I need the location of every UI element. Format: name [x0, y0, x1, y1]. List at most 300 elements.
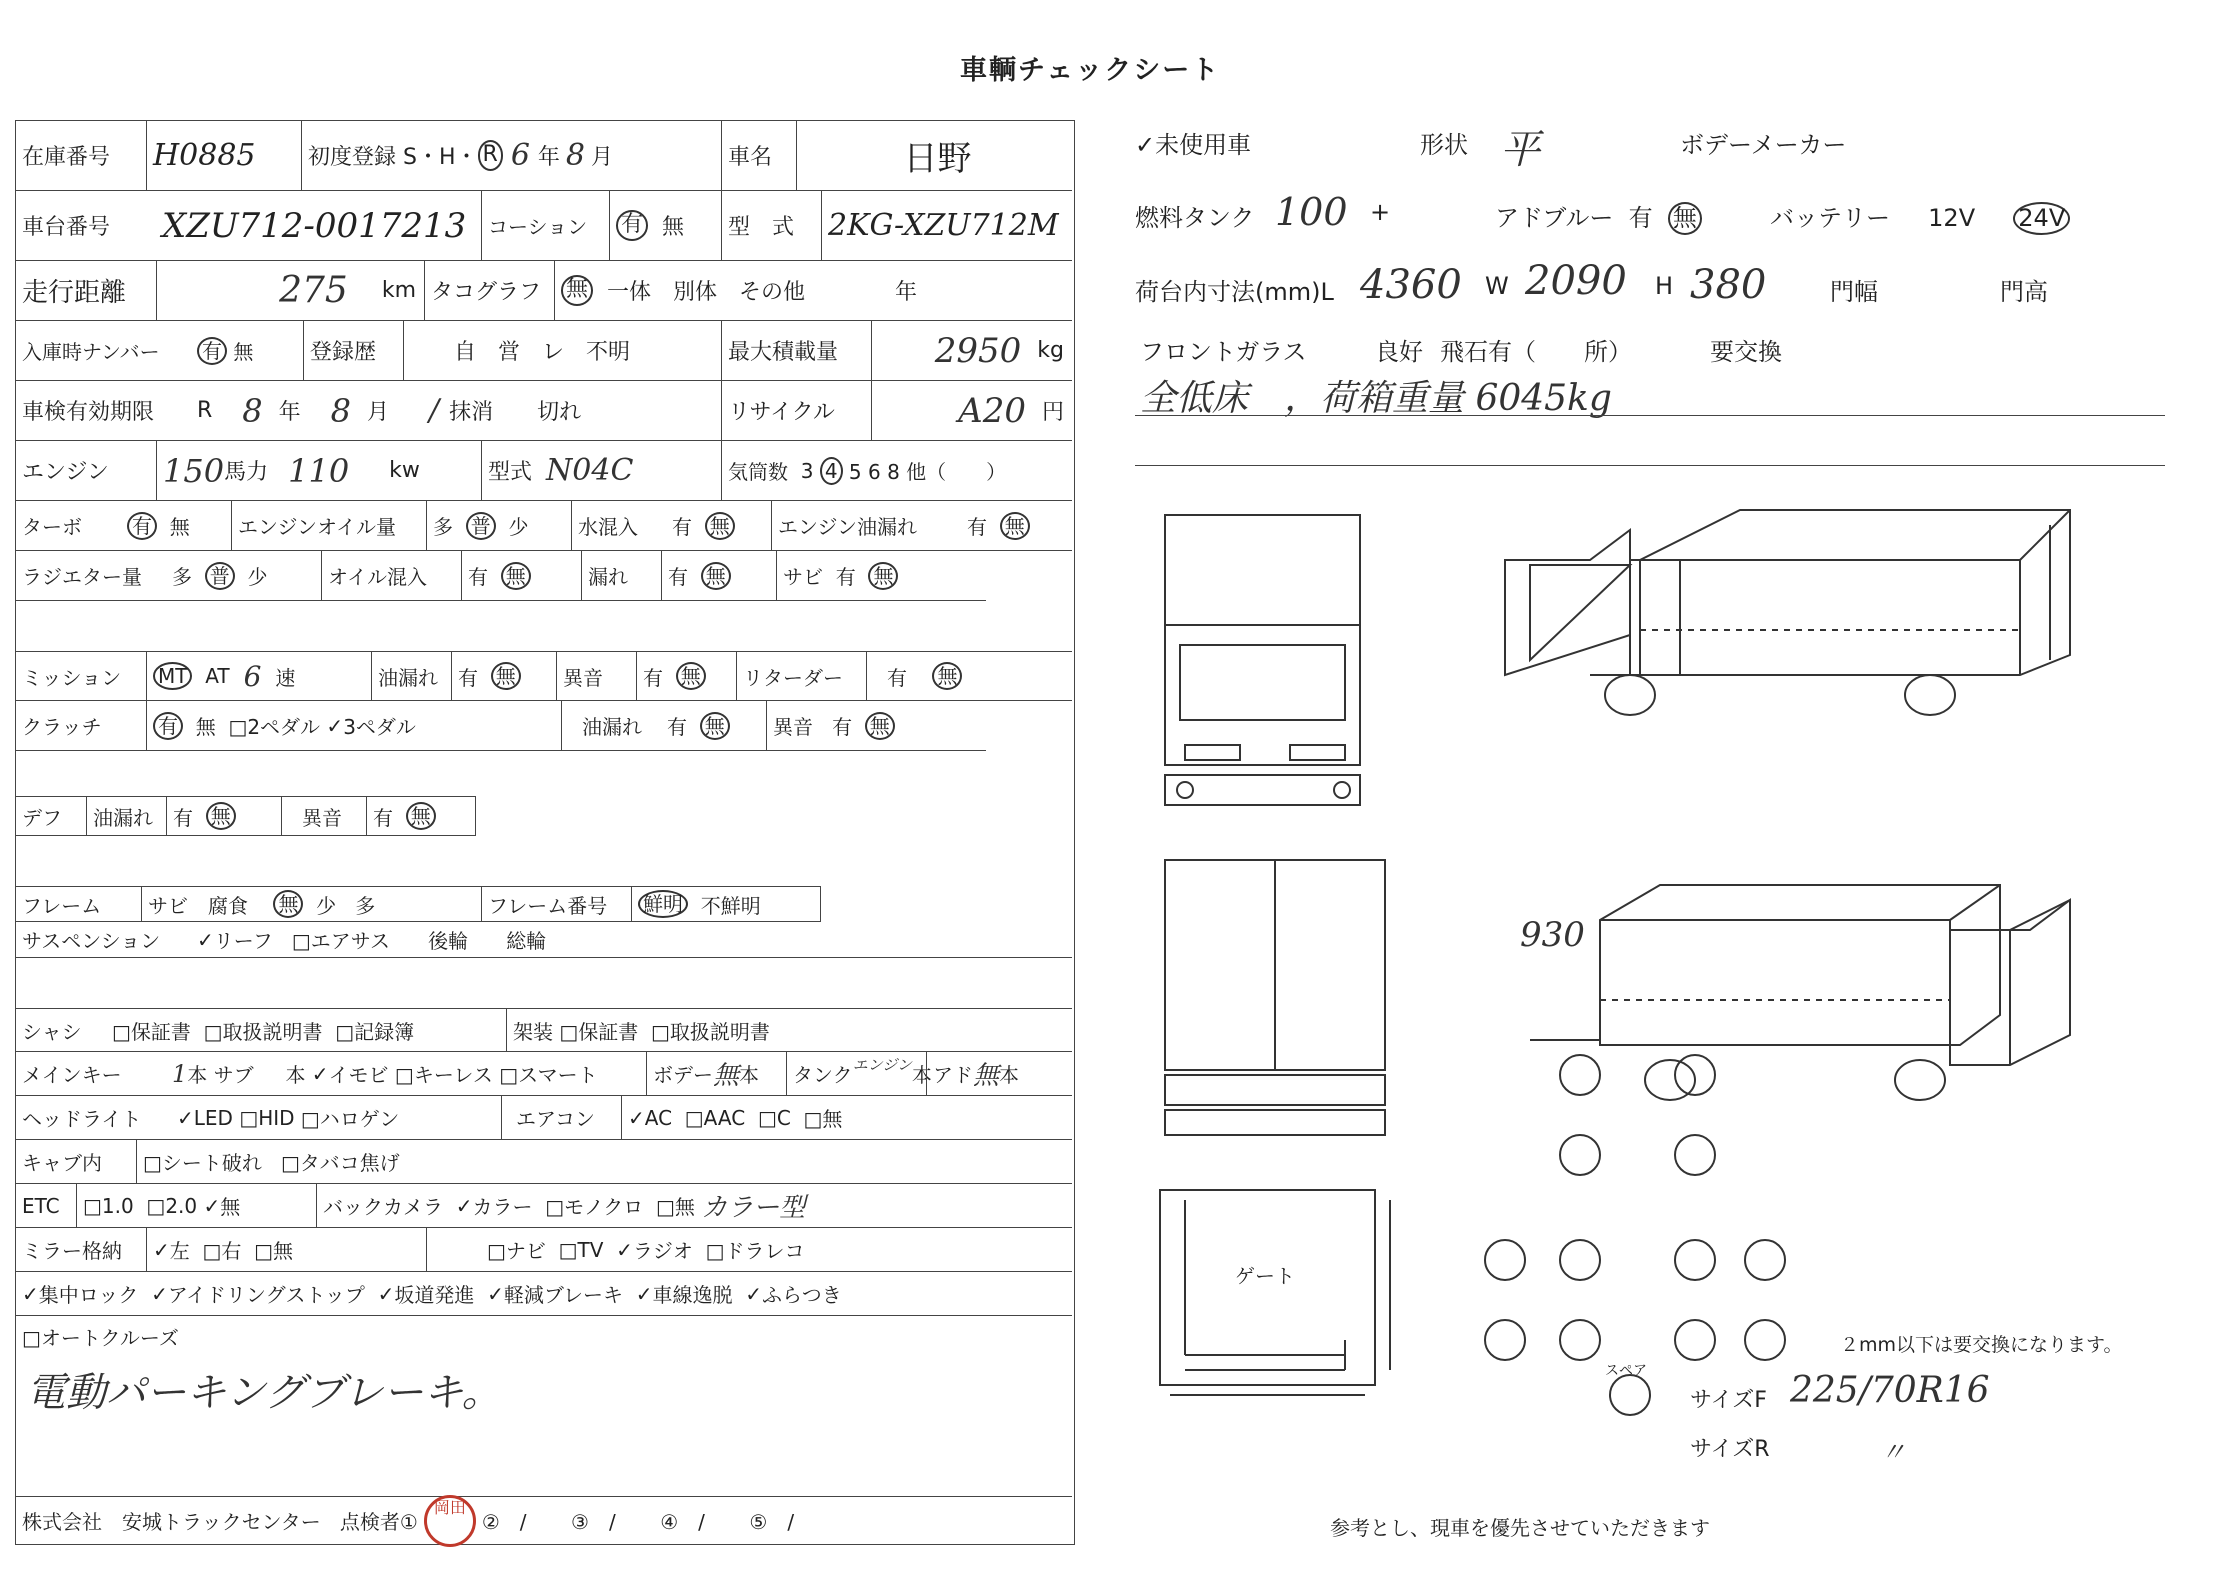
backcam-color: カラー	[472, 1195, 533, 1219]
name-value: 日野	[796, 121, 1072, 190]
aircon-label: エアコン	[501, 1096, 621, 1139]
headlight-halogen: □ハロゲン	[300, 1107, 400, 1131]
size-r-label: サイズR	[1690, 1437, 1770, 1462]
etc-options: □1.0 □2.0 ✓ 無	[76, 1184, 316, 1227]
oil-normal: 普	[466, 512, 496, 540]
mission-noise-no: 無	[676, 662, 706, 690]
page-title: 車輌チェックシート	[960, 55, 1221, 86]
spare-tire	[1610, 1375, 1650, 1415]
footer-content	[16, 1497, 1072, 1544]
inspect-month-unit: 月	[367, 400, 390, 425]
backcam-none: □無	[656, 1195, 695, 1219]
turbo-label: ターボ	[22, 515, 82, 539]
plate-options	[191, 321, 303, 380]
rust-no: 無	[868, 562, 898, 590]
coating-options	[609, 191, 721, 260]
diff-noise-yes: 有	[373, 805, 393, 830]
truck-diagram	[1150, 500, 2150, 1420]
side-view-truck-1	[1505, 510, 2070, 715]
audio-navi: □ナビ	[487, 1239, 546, 1263]
row-frame	[16, 886, 821, 922]
mileage-field	[156, 261, 424, 320]
row-docs	[16, 1008, 1072, 1052]
etc-label: ETC	[22, 1193, 60, 1218]
mission-mt: MT	[153, 662, 192, 690]
etc-2: □2.0	[146, 1193, 198, 1218]
row-chassis	[16, 191, 1072, 261]
body-key-hon: 本	[739, 1063, 760, 1087]
height-value: 930	[1520, 915, 1585, 955]
oilmix-no: 無	[501, 562, 531, 590]
turbo-yes: 有	[127, 512, 157, 540]
row-diff	[16, 796, 476, 836]
inspector-stamp: 岡田	[424, 1495, 476, 1547]
rust-field	[776, 551, 986, 600]
radiator-options	[166, 551, 321, 600]
plate-no: 無	[233, 340, 254, 364]
inspect-mark: /	[429, 393, 440, 428]
mission-leak-yes: 有	[458, 665, 478, 690]
docs-body	[506, 1009, 1072, 1051]
tank-key-note: エンジン	[852, 1056, 912, 1074]
ad-key-none: 無	[973, 1061, 1000, 1091]
ad-key	[926, 1052, 1072, 1095]
mission-options	[146, 652, 371, 700]
battery-12v: 12V	[1928, 204, 1976, 232]
oilmix-options	[461, 551, 581, 600]
docs-chassis-options	[106, 1009, 506, 1051]
etc-none: 無	[220, 1195, 241, 1219]
diff-noise-options	[366, 797, 476, 835]
clutch-no: 無	[195, 715, 216, 739]
row-inspection	[16, 381, 1072, 441]
check-form	[15, 120, 1075, 1545]
tire-note: ２mm以下は要交換になります。	[1840, 1334, 2123, 1356]
ad-key-label: アド	[933, 1063, 973, 1087]
cylinder-field	[721, 441, 1072, 500]
reference-note: 参考とし、現車を優先させていただきます	[1330, 1516, 1710, 1540]
body-maker-label: ボデーメーカー	[1680, 131, 1847, 159]
audio-drarec: □ドラレコ	[705, 1239, 805, 1263]
gate-width-label: 門幅	[1830, 278, 1878, 306]
docs-chassis-label: シャシ	[22, 1019, 82, 1044]
headlight-options: ✓ LED □HID □ハロゲン	[171, 1096, 501, 1139]
rad-many: 多	[172, 565, 192, 589]
engine-type-label: 型式	[488, 460, 533, 485]
year-unit: 年	[537, 145, 560, 170]
battery-label: バッテリー	[1770, 204, 1890, 232]
feat-brake-assist: 軽減ブレーキ	[503, 1283, 624, 1307]
chassis-value: XZU712-0017213	[162, 205, 467, 246]
row-cruise	[16, 1316, 1072, 1356]
body-key	[646, 1052, 786, 1095]
key-smart: □スマート	[499, 1063, 598, 1087]
clutch-pedal2: □2ペダル	[228, 715, 321, 739]
recycle-label: リサイクル	[721, 381, 871, 440]
engine-type-value: N04C	[546, 453, 634, 488]
cyl-opt-3: 3	[800, 458, 814, 483]
oilmix-yes: 有	[468, 565, 488, 589]
inspector-3: ③ /	[571, 1510, 616, 1534]
tank-key-hon: 本	[911, 1063, 932, 1087]
recycle-value: A20	[958, 390, 1026, 431]
rad-normal: 普	[205, 562, 235, 590]
clutch-pedal3: 3ペダル	[343, 715, 416, 739]
inspector-2: ② /	[481, 1510, 527, 1534]
body-note: 全低床 ，荷箱重量 6045kg	[1140, 378, 1612, 419]
key-options: 1 本 サブ 本 ✓ イモビ □キーレス □スマート	[172, 1059, 598, 1088]
tacho-none: 無	[561, 275, 593, 305]
mirror-right: □右	[202, 1239, 242, 1263]
susp-all: 総輪	[506, 929, 547, 953]
diff-yes: 有	[173, 805, 193, 830]
tank-key	[786, 1052, 932, 1095]
frame-no-label: フレーム番号	[481, 887, 631, 921]
adblue-no: 無	[1668, 202, 1702, 235]
yen-unit: 円	[1041, 400, 1064, 425]
chassis-label: 車台番号	[22, 215, 111, 240]
cab-tobacco: □タバコ焦げ	[280, 1151, 400, 1175]
clutch-options: 有 無 □2ペダル ✓ 3ペダル	[146, 701, 561, 750]
month-unit: 月	[591, 145, 614, 170]
frame-none: 無	[273, 890, 303, 918]
adblue-yes: 有	[1628, 204, 1653, 232]
coating-label: コーション	[481, 191, 609, 260]
engine-hp: 150	[163, 451, 225, 490]
mission-noise: 異音	[556, 652, 636, 700]
row-stock	[16, 121, 1072, 191]
note-line-1	[1135, 415, 2165, 416]
mission-at: AT	[205, 664, 230, 688]
etc-1: □1.0	[83, 1193, 134, 1218]
kw-unit: kw	[389, 458, 420, 483]
glass-label: フロントガラス	[1140, 338, 1307, 366]
retarder-no: 無	[932, 662, 962, 690]
mission-speed: 速	[275, 665, 296, 690]
tank-key-label: タンク	[793, 1063, 853, 1087]
name-label: 車名	[721, 121, 796, 190]
clutch-oilleak: 油漏れ	[561, 701, 661, 750]
inspector-4: ④ /	[660, 1510, 705, 1534]
backcam-mono: □モノクロ	[545, 1195, 644, 1219]
leak2-no: 無	[701, 562, 731, 590]
glass-good: 良好	[1375, 338, 1423, 366]
bed-length: 4360	[1360, 262, 1462, 308]
headlight-led: LED	[193, 1105, 233, 1130]
leak-no: 無	[1000, 512, 1030, 540]
row-suspension	[16, 922, 1072, 958]
cab-seat: □シート破れ	[143, 1151, 262, 1175]
maxload-field	[871, 321, 1072, 380]
row-radiator	[16, 551, 986, 601]
feat-central-lock: 集中ロック	[38, 1283, 139, 1307]
turbo-options	[121, 501, 231, 550]
battery-24v: 24V	[2013, 202, 2070, 235]
feat-lane-departure: 車線逸脱	[652, 1283, 733, 1307]
clutch-leak-no: 無	[700, 712, 730, 740]
mission-noise-options	[636, 652, 736, 700]
ad-key-hon: 本	[999, 1063, 1020, 1087]
frame-no-options	[631, 887, 821, 921]
hp-unit: 馬力	[224, 460, 269, 485]
mission-oilleak: 油漏れ	[371, 652, 451, 700]
frame-many: 多	[355, 893, 376, 918]
gate-label: ゲート	[1235, 1264, 1295, 1288]
gate-diagram	[1160, 1190, 1390, 1395]
radiator-label: ラジエター量	[22, 565, 142, 589]
fuel-label: 燃料タンク	[1135, 204, 1255, 232]
clutch-noise-label: 異音	[773, 715, 813, 739]
aircon-options: ✓ AC □AAC □C □無	[621, 1096, 1072, 1139]
oil-leak-label: エンジン油漏れ	[771, 501, 961, 550]
cruise-option: □オートクルーズ	[22, 1325, 179, 1350]
plate-label: 入庫時ナンバー	[22, 340, 160, 364]
row-clutch	[16, 701, 986, 751]
row-etc	[16, 1184, 1072, 1228]
leak2-yes: 有	[668, 565, 688, 589]
mileage-label: 走行距離	[22, 278, 127, 308]
mission-label: ミッション	[22, 665, 122, 690]
row-keys	[16, 1052, 1072, 1096]
reg-hist-label: 登録歴	[303, 321, 403, 380]
susp-rear: 後輪	[428, 929, 469, 953]
frame-unclear: 不鮮明	[700, 893, 761, 918]
frame-options	[141, 887, 481, 921]
docs-body-label: 架装	[513, 1019, 553, 1044]
inspect-year-unit: 年	[278, 400, 301, 425]
aircon-aac: □AAC	[684, 1105, 746, 1130]
susp-air: □エアサス	[291, 929, 390, 953]
retarder-yes: 有	[887, 665, 907, 690]
audio-options: □ナビ □TV ✓ ラジオ □ドラレコ	[426, 1228, 1072, 1271]
oil-few: 少	[508, 515, 529, 539]
front-view-windshield	[1165, 515, 1360, 625]
frame-rust: サビ 腐食	[148, 893, 248, 918]
glass-replace: 要交換	[1710, 338, 1782, 366]
clutch-noise	[766, 701, 986, 750]
inspect-month: 8	[330, 391, 352, 430]
cyl-selected: 4	[820, 457, 843, 485]
first-registration	[301, 121, 721, 190]
leak-yes: 有	[967, 515, 987, 539]
oil-qty-options	[426, 501, 571, 550]
remark-handwritten: 電動パーキングブレーキ。	[26, 1370, 502, 1416]
shape-label: 形状	[1420, 131, 1468, 159]
key-sub: 本 サブ	[187, 1063, 254, 1087]
note-line-2	[1135, 465, 2165, 466]
side-view-truck-2	[1530, 885, 2070, 1100]
leak2-options	[661, 551, 776, 600]
susp-leaf: リーフ	[213, 929, 273, 953]
headlight-hid: □HID	[239, 1105, 295, 1130]
oil-qty-label: エンジンオイル量	[231, 501, 426, 550]
mission-speed-num: 6	[243, 659, 262, 693]
fuel-value: 100	[1275, 190, 1348, 234]
plate-yes: 有	[197, 337, 227, 365]
engine-type	[481, 441, 721, 500]
rear-view	[1165, 860, 1385, 1135]
row-mirror	[16, 1228, 1072, 1272]
audio-radio: ラジオ	[632, 1239, 693, 1263]
reg-month: 8	[565, 138, 586, 173]
backcam-label: バックカメラ	[323, 1195, 443, 1219]
diff-label: デフ	[22, 805, 62, 830]
tacho-year: 年	[895, 280, 918, 305]
clutch-noise-no: 無	[865, 712, 895, 740]
model-value: 2KG-XZU712M	[821, 191, 1072, 260]
inspect-era: R	[197, 398, 213, 423]
inspect-date	[191, 381, 721, 440]
row-engine	[16, 441, 1072, 501]
bed-width: 2090	[1525, 258, 1627, 304]
model-label: 型 式	[721, 191, 821, 260]
rust-yes: 有	[835, 565, 856, 589]
cab-options	[136, 1140, 636, 1183]
audio-tv: □TV	[558, 1237, 604, 1262]
stock-label: 在庫番号	[22, 145, 111, 170]
docs-body-manual: □取扱説明書	[650, 1019, 770, 1044]
kg-unit: kg	[1037, 338, 1064, 363]
mirror-none: □無	[254, 1239, 294, 1263]
company-name: 株式会社 安城トラックセンター	[22, 1510, 321, 1534]
water-no: 無	[705, 512, 735, 540]
unused-label: 未使用車	[1155, 131, 1252, 159]
key-count: 1	[172, 1059, 188, 1088]
docs-record: □記録簿	[335, 1019, 415, 1044]
tacho-options	[554, 261, 1072, 320]
size-r-value: 〃	[1880, 1438, 1907, 1468]
cyl-rest: 5 6 8 他（ ）	[848, 460, 1007, 484]
body-key-label: ボデー	[653, 1063, 713, 1087]
diff-leak-options	[166, 797, 281, 835]
inspector-5: ⑤ /	[749, 1510, 795, 1534]
diff-no: 無	[206, 802, 236, 830]
inspect-label: 車検有効期限	[22, 400, 155, 425]
feat-hill-start: 坂道発進	[394, 1283, 475, 1307]
stock-value: H0885	[146, 121, 301, 190]
key-immo: イモビ	[328, 1063, 389, 1087]
inspect-opts: 抹消 切れ	[449, 400, 582, 425]
km-unit: km	[381, 278, 416, 303]
coating-no: 無	[662, 215, 685, 240]
docs-manual: □取扱説明書	[203, 1019, 323, 1044]
row-headlight	[16, 1096, 1072, 1140]
adblue-field	[1495, 198, 1702, 235]
feat-idle-stop: アイドリングストップ	[167, 1283, 365, 1307]
recycle-field	[871, 381, 1072, 440]
mirror-left: 左	[169, 1239, 190, 1263]
retarder-label: リターダー	[736, 652, 866, 700]
water-label: 水混入	[571, 501, 666, 550]
inspector-label: 点検者①	[339, 1510, 418, 1534]
tacho-label: タコグラフ	[424, 261, 554, 320]
row-cab	[16, 1140, 1072, 1184]
mirror-label: ミラー格納	[22, 1239, 122, 1263]
row-mission	[16, 651, 1072, 701]
susp-label: サスペンション	[22, 929, 161, 953]
reg-era: R	[478, 140, 503, 170]
row-mileage	[16, 261, 1072, 321]
unused-field: ✓未使用車	[1135, 131, 1252, 159]
mission-leak-no: 無	[491, 662, 521, 690]
docs-body-warranty: □保証書	[559, 1019, 639, 1044]
mission-noise-yes: 有	[643, 665, 663, 690]
water-yes: 有	[672, 515, 692, 539]
size-f-label: サイズF	[1690, 1388, 1767, 1413]
battery-field	[1770, 198, 2070, 235]
first-reg-label: 初度登録 S・H・	[308, 145, 478, 170]
adblue-label: アドブルー	[1495, 204, 1614, 232]
body-key-none: 無	[713, 1061, 740, 1091]
row-features	[16, 1272, 1072, 1316]
retarder-options	[866, 652, 1072, 700]
water-options	[666, 501, 771, 550]
rust-label: サビ	[783, 565, 823, 589]
clutch-label: クラッチ	[22, 715, 102, 739]
mission-leak-options	[451, 652, 556, 700]
oilmix-label: オイル混入	[321, 551, 461, 600]
feat-sway: ふらつき	[762, 1283, 842, 1307]
clutch-leak-yes: 有	[667, 715, 687, 739]
diff-noise: 異音	[281, 797, 366, 835]
glass-chip: 飛石有（ 所）	[1440, 338, 1632, 366]
maxload-value: 2950	[934, 330, 1022, 371]
bed-label: 荷台内寸法(mm)L	[1135, 278, 1334, 306]
reg-hist-options: 自 営 レ 不明	[403, 321, 721, 380]
susp-options: ✓ リーフ □エアサス 後輪 総輪	[191, 922, 691, 957]
bed-height: 380	[1690, 262, 1767, 308]
backcam-field: バックカメラ ✓ カラー □モノクロ □無 カラー型	[316, 1184, 1072, 1227]
gate-height-label: 門高	[2000, 278, 2048, 306]
aircon-none: □無	[803, 1107, 843, 1131]
docs-warranty: □保証書	[112, 1019, 191, 1044]
headlight-label: ヘッドライト	[22, 1107, 142, 1131]
key-label: メインキー	[22, 1063, 122, 1087]
footer	[16, 1496, 1072, 1544]
clutch-noise-yes: 有	[832, 715, 853, 739]
aircon-ac: AC	[644, 1105, 673, 1130]
row-plate	[16, 321, 1072, 381]
key-sub-hon: 本	[285, 1063, 306, 1087]
reg-year: 6	[510, 138, 530, 173]
engine-power	[156, 441, 481, 500]
feature-options: ✓ 集中ロック ✓ アイドリングストップ ✓ 坂道発進 ✓ 軽減ブレーキ ✓ 車線逸脱 ✓ ふらつき	[16, 1272, 1072, 1315]
mirror-options: ✓ 左 □右 □無	[146, 1228, 426, 1271]
frame-label: フレーム	[22, 893, 102, 918]
frame-few: 少	[316, 893, 337, 918]
cab-label: キャブ内	[22, 1151, 102, 1175]
cyl-label: 気筒数	[728, 460, 788, 484]
engine-label: エンジン	[22, 460, 109, 485]
mileage-value: 275	[279, 270, 348, 311]
clutch-yes: 有	[153, 712, 183, 740]
backcam-note: カラー型	[701, 1193, 806, 1223]
spare-label: スペア	[1605, 1363, 1647, 1379]
key-keyless: □キーレス	[394, 1063, 493, 1087]
row-turbo	[16, 501, 1072, 551]
size-f-value: 225/70R16	[1790, 1370, 1990, 1411]
oil-many: 多	[433, 515, 453, 539]
coating-yes: 有	[616, 210, 648, 240]
tacho-opts: 一体 別体 その他	[607, 280, 806, 305]
bed-h-label: H	[1655, 272, 1674, 300]
bed-w-label: W	[1485, 272, 1509, 300]
turbo-no: 無	[169, 515, 190, 539]
engine-kw: 110	[288, 451, 350, 490]
maxload-label: 最大積載量	[721, 321, 871, 380]
clutch-leak-options	[661, 701, 766, 750]
leak2-label: 漏れ	[581, 551, 661, 600]
